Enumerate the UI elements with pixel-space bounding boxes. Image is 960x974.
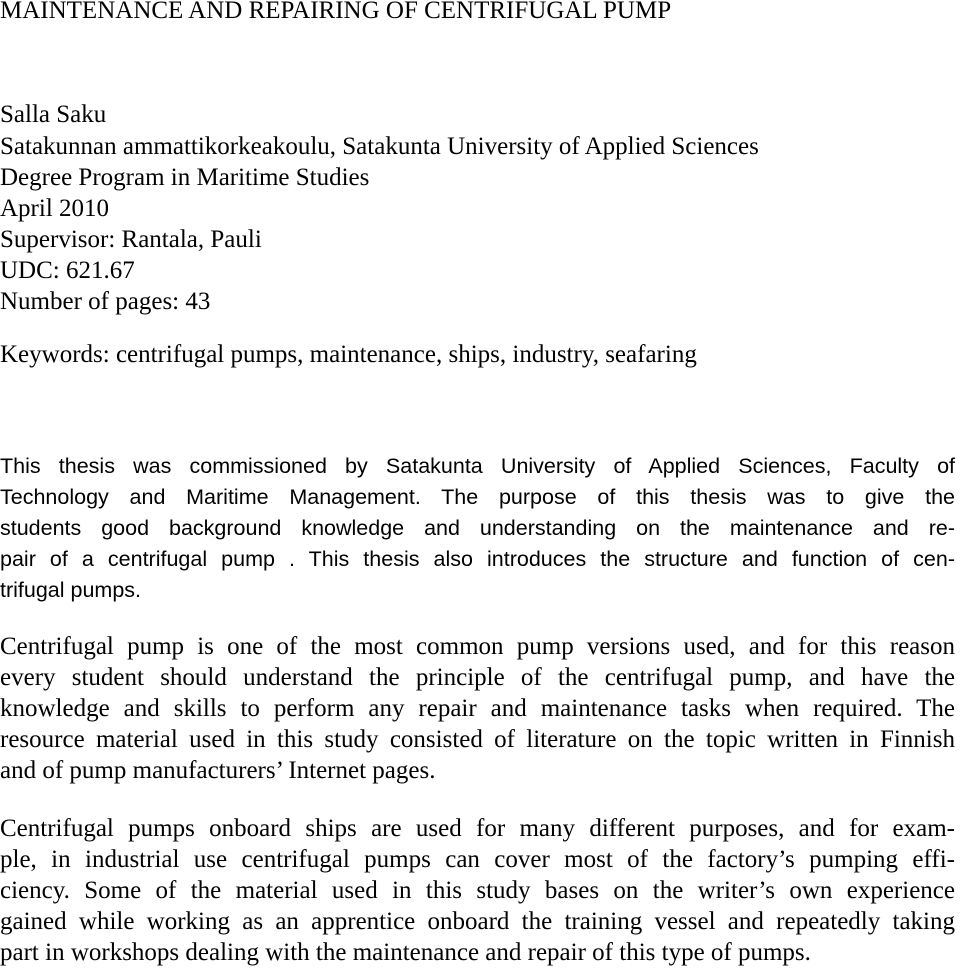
abstract-p1-line: students good background knowledge and understanding on the maintenance and re- xyxy=(0,516,955,540)
abstract-p3-line: gained while working as an apprentice onboard the training vessel and repeatedly taking xyxy=(0,908,955,935)
abstract-p2-line: resource material used in this study consisted of literature on the topic written in Finnish xyxy=(0,726,955,753)
institution: Satakunnan ammattikorkeakoulu, Satakunta University of Applied Sciences xyxy=(0,133,759,160)
abstract-p1-line: trifugal pumps. xyxy=(0,578,142,602)
page-count: Number of pages: 43 xyxy=(0,288,211,315)
abstract-p2-line: every student should understand the principle of the centrifugal pump, and have the xyxy=(0,664,955,691)
author-name: Salla Saku xyxy=(0,101,107,128)
abstract-p3-line: ple, in industrial use centrifugal pumps can cover most of the factory’s pumping effi- xyxy=(0,846,955,873)
abstract-p2-line: Centrifugal pump is one of the most common pump versions used, and for this reason xyxy=(0,633,955,660)
abstract-p3-line: ciency. Some of the material used in this study bases on the writer’s own experience xyxy=(0,877,955,904)
abstract-p1-line: This thesis was commissioned by Satakunta University of Applied Sciences, Faculty of xyxy=(0,454,955,478)
degree-program: Degree Program in Maritime Studies xyxy=(0,164,370,191)
abstract-p3-line: part in workshops dealing with the maintenance and repair of this type of pumps. xyxy=(0,939,811,966)
date: April 2010 xyxy=(0,195,110,222)
abstract-p2-line: knowledge and skills to perform any repair and maintenance tasks when required. The xyxy=(0,695,955,722)
udc: UDC: 621.67 xyxy=(0,257,135,284)
abstract-p3-line: Centrifugal pumps onboard ships are used for many different purposes, and for exam- xyxy=(0,815,955,842)
document-title: MAINTENANCE AND REPAIRING OF CENTRIFUGAL PUMP xyxy=(0,0,672,24)
supervisor: Supervisor: Rantala, Pauli xyxy=(0,226,262,253)
abstract-p2-line: and of pump manufacturers’ Internet pages. xyxy=(0,757,436,784)
abstract-p1-line: Technology and Maritime Management. The purpose of this thesis was to give the xyxy=(0,485,955,509)
abstract-p1-line: pair of a centrifugal pump . This thesis also introduces the structure and function of cen- xyxy=(0,547,955,571)
keywords: Keywords: centrifugal pumps, maintenance, ships, industry, seafaring xyxy=(0,341,697,368)
